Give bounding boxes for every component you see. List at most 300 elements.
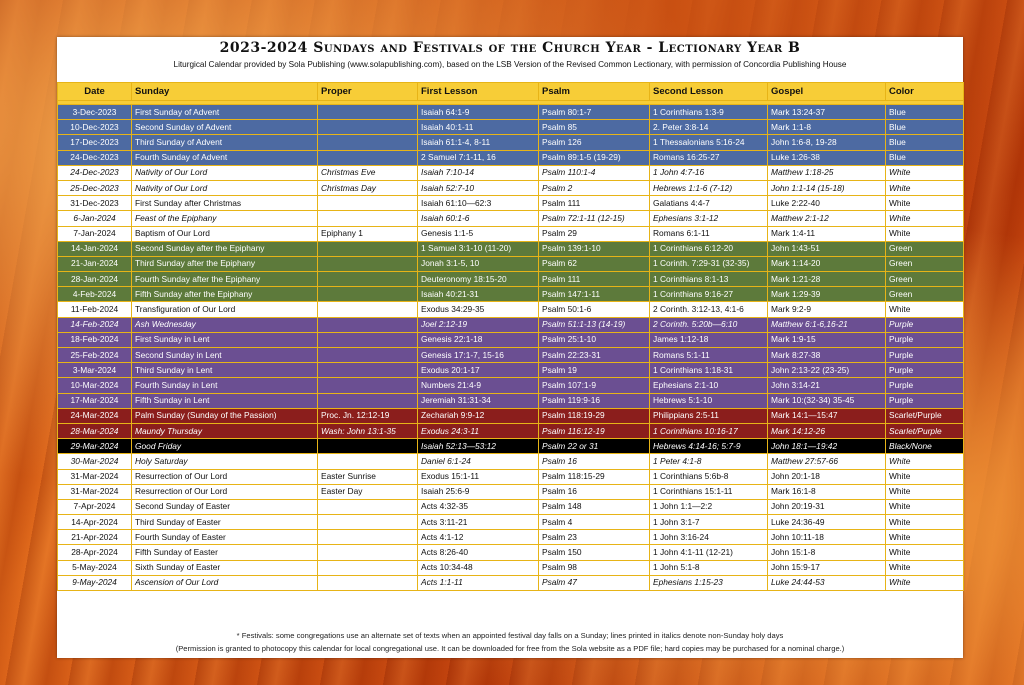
cell-sunday: Third Sunday of Easter: [132, 515, 318, 530]
cell-color: Green: [886, 272, 964, 287]
cell-date: 21-Jan-2024: [58, 256, 132, 271]
cell-proper: [318, 545, 418, 560]
cell-second-lesson: Ephesians 1:15-23: [650, 575, 768, 590]
cell-proper: Easter Day: [318, 484, 418, 499]
cell-sunday: Maundy Thursday: [132, 423, 318, 438]
cell-color: White: [886, 530, 964, 545]
cell-gospel: John 20:19-31: [768, 499, 886, 514]
cell-gospel: Mark 1:1-8: [768, 120, 886, 135]
cell-second-lesson: 1 John 3:1-7: [650, 515, 768, 530]
cell-date: 18-Feb-2024: [58, 332, 132, 347]
cell-psalm: Psalm 126: [539, 135, 650, 150]
cell-date: 14-Apr-2024: [58, 515, 132, 530]
cell-psalm: Psalm 147:1-11: [539, 287, 650, 302]
cell-gospel: Mark 1:29-39: [768, 287, 886, 302]
cell-psalm: Psalm 4: [539, 515, 650, 530]
cell-date: 3-Mar-2024: [58, 363, 132, 378]
cell-psalm: Psalm 89:1-5 (19-29): [539, 150, 650, 165]
table-row: [58, 515, 964, 530]
header-date: Date: [58, 83, 132, 101]
cell-date: 11-Feb-2024: [58, 302, 132, 317]
table-row: [58, 560, 964, 575]
table-row: [58, 302, 964, 317]
cell-color: White: [886, 196, 964, 211]
cell-psalm: Psalm 23: [539, 530, 650, 545]
cell-sunday: Third Sunday of Advent: [132, 135, 318, 150]
table-row: [58, 150, 964, 165]
cell-sunday: Fifth Sunday in Lent: [132, 393, 318, 408]
cell-psalm: Psalm 111: [539, 196, 650, 211]
cell-second-lesson: 1 Peter 4:1-8: [650, 454, 768, 469]
cell-proper: [318, 135, 418, 150]
cell-color: Purple: [886, 378, 964, 393]
cell-sunday: Ascension of Our Lord: [132, 575, 318, 590]
cell-date: 7-Apr-2024: [58, 499, 132, 514]
header-proper: Proper: [318, 83, 418, 101]
header-second-lesson: Second Lesson: [650, 83, 768, 101]
cell-gospel: John 15:1-8: [768, 545, 886, 560]
cell-gospel: Matthew 27:57-66: [768, 454, 886, 469]
cell-psalm: Psalm 16: [539, 484, 650, 499]
cell-date: 5-May-2024: [58, 560, 132, 575]
cell-second-lesson: 1 Corinthians 1:18-31: [650, 363, 768, 378]
cell-color: Purple: [886, 317, 964, 332]
cell-color: Purple: [886, 363, 964, 378]
cell-date: 25-Dec-2023: [58, 180, 132, 195]
cell-psalm: Psalm 118:15-29: [539, 469, 650, 484]
cell-psalm: Psalm 16: [539, 454, 650, 469]
cell-sunday: Palm Sunday (Sunday of the Passion): [132, 408, 318, 423]
cell-color: Green: [886, 256, 964, 271]
cell-color: White: [886, 454, 964, 469]
cell-gospel: John 15:9-17: [768, 560, 886, 575]
cell-first-lesson: Isaiah 7:10-14: [418, 165, 539, 180]
cell-first-lesson: Joel 2:12-19: [418, 317, 539, 332]
table-row: [58, 484, 964, 499]
cell-color: White: [886, 560, 964, 575]
cell-second-lesson: Galatians 4:4-7: [650, 196, 768, 211]
cell-date: 6-Jan-2024: [58, 211, 132, 226]
cell-first-lesson: Acts 4:32-35: [418, 499, 539, 514]
cell-color: Purple: [886, 393, 964, 408]
cell-second-lesson: 1 Corinthians 9:16-27: [650, 287, 768, 302]
cell-sunday: Second Sunday after the Epiphany: [132, 241, 318, 256]
cell-psalm: Psalm 25:1-10: [539, 332, 650, 347]
cell-proper: [318, 363, 418, 378]
cell-second-lesson: Hebrews 1:1-6 (7-12): [650, 180, 768, 195]
footnote-permission: (Permission is granted to photocopy this calendar for local congregational use. It can be downloaded for free from the Sola website as a PDF file; hard copies may be purchased for a nominal charge.): [175, 644, 845, 653]
cell-date: 25-Feb-2024: [58, 348, 132, 363]
cell-gospel: Mark 8:27-38: [768, 348, 886, 363]
cell-first-lesson: Isaiah 25:6-9: [418, 484, 539, 499]
cell-second-lesson: 1 Corinthians 15:1-11: [650, 484, 768, 499]
table-row: [58, 317, 964, 332]
cell-color: Black/None: [886, 439, 964, 454]
cell-first-lesson: Deuteronomy 18:15-20: [418, 272, 539, 287]
cell-gospel: Mark 13:24-37: [768, 105, 886, 120]
cell-sunday: Second Sunday of Easter: [132, 499, 318, 514]
cell-sunday: Nativity of Our Lord: [132, 180, 318, 195]
cell-psalm: Psalm 72:1-11 (12-15): [539, 211, 650, 226]
cell-proper: Christmas Eve: [318, 165, 418, 180]
table-row: [58, 120, 964, 135]
cell-sunday: Second Sunday of Advent: [132, 120, 318, 135]
cell-color: Blue: [886, 135, 964, 150]
cell-first-lesson: Isaiah 52:7-10: [418, 180, 539, 195]
cell-gospel: Luke 24:44-53: [768, 575, 886, 590]
header-psalm: Psalm: [539, 83, 650, 101]
cell-color: Scarlet/Purple: [886, 423, 964, 438]
cell-second-lesson: 1 Corinth. 7:29-31 (32-35): [650, 256, 768, 271]
cell-gospel: John 1:1-14 (15-18): [768, 180, 886, 195]
cell-color: Blue: [886, 150, 964, 165]
cell-proper: [318, 211, 418, 226]
table-row: [58, 393, 964, 408]
cell-first-lesson: Zechariah 9:9-12: [418, 408, 539, 423]
cell-sunday: Third Sunday after the Epiphany: [132, 256, 318, 271]
cell-psalm: Psalm 50:1-6: [539, 302, 650, 317]
cell-proper: [318, 241, 418, 256]
cell-first-lesson: Isaiah 61:1-4, 8-11: [418, 135, 539, 150]
cell-psalm: Psalm 139:1-10: [539, 241, 650, 256]
header-color: Color: [886, 83, 964, 101]
table-row: [58, 408, 964, 423]
cell-gospel: John 1:6-8, 19-28: [768, 135, 886, 150]
cell-sunday: First Sunday in Lent: [132, 332, 318, 347]
cell-proper: [318, 287, 418, 302]
footnote-festivals: * Festivals: some congregations use an alternate set of texts when an appointed festival day falls on a Sunday; lines printed in italics denote non-Sunday holy days: [236, 631, 784, 640]
cell-gospel: Luke 2:22-40: [768, 196, 886, 211]
cell-psalm: Psalm 110:1-4: [539, 165, 650, 180]
cell-second-lesson: Ephesians 3:1-12: [650, 211, 768, 226]
cell-second-lesson: 1 John 5:1-8: [650, 560, 768, 575]
cell-gospel: Mark 14:1—15:47: [768, 408, 886, 423]
cell-date: 17-Dec-2023: [58, 135, 132, 150]
cell-color: Purple: [886, 348, 964, 363]
cell-proper: [318, 120, 418, 135]
cell-sunday: Third Sunday in Lent: [132, 363, 318, 378]
cell-psalm: Psalm 111: [539, 272, 650, 287]
cell-proper: [318, 393, 418, 408]
table-row: [58, 135, 964, 150]
cell-date: 28-Jan-2024: [58, 272, 132, 287]
table-row: [58, 105, 964, 120]
cell-gospel: Luke 24:36-49: [768, 515, 886, 530]
cell-psalm: Psalm 22:23-31: [539, 348, 650, 363]
cell-color: White: [886, 211, 964, 226]
cell-first-lesson: Daniel 6:1-24: [418, 454, 539, 469]
cell-first-lesson: Numbers 21:4-9: [418, 378, 539, 393]
cell-sunday: Resurrection of Our Lord: [132, 469, 318, 484]
cell-gospel: Luke 1:26-38: [768, 150, 886, 165]
cell-sunday: Resurrection of Our Lord: [132, 484, 318, 499]
cell-color: Scarlet/Purple: [886, 408, 964, 423]
cell-date: 31-Mar-2024: [58, 484, 132, 499]
cell-psalm: Psalm 2: [539, 180, 650, 195]
cell-second-lesson: Romans 5:1-11: [650, 348, 768, 363]
cell-first-lesson: Acts 8:26-40: [418, 545, 539, 560]
cell-date: 14-Jan-2024: [58, 241, 132, 256]
cell-proper: [318, 454, 418, 469]
cell-date: 21-Apr-2024: [58, 530, 132, 545]
cell-second-lesson: 2 Corinth. 5:20b—6:10: [650, 317, 768, 332]
table-row: [58, 332, 964, 347]
cell-psalm: Psalm 85: [539, 120, 650, 135]
cell-proper: Christmas Day: [318, 180, 418, 195]
cell-gospel: Mark 1:9-15: [768, 332, 886, 347]
cell-gospel: Mark 16:1-8: [768, 484, 886, 499]
cell-color: White: [886, 165, 964, 180]
cell-proper: [318, 515, 418, 530]
cell-proper: [318, 499, 418, 514]
table-body: [58, 101, 964, 591]
cell-psalm: Psalm 150: [539, 545, 650, 560]
header-sunday: Sunday: [132, 83, 318, 101]
cell-date: 17-Mar-2024: [58, 393, 132, 408]
cell-color: White: [886, 545, 964, 560]
lectionary-table: [57, 82, 964, 591]
table-row: [58, 545, 964, 560]
cell-second-lesson: 1 Thessalonians 5:16-24: [650, 135, 768, 150]
cell-color: Purple: [886, 332, 964, 347]
cell-first-lesson: Exodus 20:1-17: [418, 363, 539, 378]
cell-proper: [318, 196, 418, 211]
cell-gospel: Matthew 1:18-25: [768, 165, 886, 180]
cell-date: 9-May-2024: [58, 575, 132, 590]
page-subtitle: Liturgical Calendar provided by Sola Publishing (www.solapublishing.com), based on the LSB Version of the Revised Common Lectionary, with permission of Concordia Publishing House: [173, 60, 847, 69]
cell-sunday: Good Friday: [132, 439, 318, 454]
table-row: [58, 499, 964, 514]
cell-second-lesson: 1 John 4:1-11 (12-21): [650, 545, 768, 560]
cell-gospel: Mark 14:12-26: [768, 423, 886, 438]
cell-first-lesson: Exodus 34:29-35: [418, 302, 539, 317]
cell-second-lesson: 1 Corinthians 6:12-20: [650, 241, 768, 256]
cell-proper: [318, 560, 418, 575]
cell-date: 4-Feb-2024: [58, 287, 132, 302]
table-row: [58, 469, 964, 484]
cell-sunday: Fourth Sunday of Easter: [132, 530, 318, 545]
cell-proper: Proc. Jn. 12:12-19: [318, 408, 418, 423]
table-row: [58, 180, 964, 195]
table-row: [58, 454, 964, 469]
cell-psalm: Psalm 80:1-7: [539, 105, 650, 120]
cell-proper: [318, 530, 418, 545]
cell-date: 14-Feb-2024: [58, 317, 132, 332]
table-row: [58, 196, 964, 211]
cell-psalm: Psalm 116:12-19: [539, 423, 650, 438]
cell-date: 10-Mar-2024: [58, 378, 132, 393]
cell-sunday: Fifth Sunday after the Epiphany: [132, 287, 318, 302]
cell-first-lesson: Isaiah 60:1-6: [418, 211, 539, 226]
cell-second-lesson: Romans 6:1-11: [650, 226, 768, 241]
cell-color: Green: [886, 241, 964, 256]
cell-proper: [318, 150, 418, 165]
cell-proper: Wash: John 13:1-35: [318, 423, 418, 438]
cell-date: 31-Dec-2023: [58, 196, 132, 211]
cell-proper: Easter Sunrise: [318, 469, 418, 484]
cell-first-lesson: Acts 1:1-11: [418, 575, 539, 590]
cell-second-lesson: Hebrews 5:1-10: [650, 393, 768, 408]
cell-psalm: Psalm 98: [539, 560, 650, 575]
cell-gospel: Mark 9:2-9: [768, 302, 886, 317]
cell-psalm: Psalm 148: [539, 499, 650, 514]
cell-sunday: Transfiguration of Our Lord: [132, 302, 318, 317]
cell-date: 24-Dec-2023: [58, 165, 132, 180]
cell-second-lesson: 1 John 1:1—2:2: [650, 499, 768, 514]
table-header-row: [58, 83, 964, 101]
cell-psalm: Psalm 51:1-13 (14-19): [539, 317, 650, 332]
cell-sunday: Holy Saturday: [132, 454, 318, 469]
cell-gospel: Mark 1:14-20: [768, 256, 886, 271]
cell-color: Green: [886, 287, 964, 302]
cell-first-lesson: Acts 3:11-21: [418, 515, 539, 530]
cell-color: White: [886, 575, 964, 590]
cell-proper: [318, 575, 418, 590]
cell-psalm: Psalm 29: [539, 226, 650, 241]
cell-psalm: Psalm 22 or 31: [539, 439, 650, 454]
cell-second-lesson: 1 Corinthians 1:3-9: [650, 105, 768, 120]
cell-color: White: [886, 499, 964, 514]
cell-color: White: [886, 226, 964, 241]
cell-proper: [318, 272, 418, 287]
cell-first-lesson: Isaiah 40:21-31: [418, 287, 539, 302]
table-row: [58, 165, 964, 180]
cell-sunday: Baptism of Our Lord: [132, 226, 318, 241]
cell-date: 24-Mar-2024: [58, 408, 132, 423]
cell-gospel: Matthew 2:1-12: [768, 211, 886, 226]
table-row: [58, 348, 964, 363]
cell-date: 30-Mar-2024: [58, 454, 132, 469]
cell-first-lesson: 2 Samuel 7:1-11, 16: [418, 150, 539, 165]
page-title: 2023-2024 Sundays and Festivals of the Church Year - Lectionary Year B: [219, 40, 801, 56]
cell-first-lesson: Isaiah 40:1-11: [418, 120, 539, 135]
cell-psalm: Psalm 19: [539, 363, 650, 378]
cell-second-lesson: Ephesians 2:1-10: [650, 378, 768, 393]
cell-first-lesson: Genesis 17:1-7, 15-16: [418, 348, 539, 363]
cell-first-lesson: Jeremiah 31:31-34: [418, 393, 539, 408]
cell-first-lesson: Exodus 15:1-11: [418, 469, 539, 484]
cell-first-lesson: 1 Samuel 3:1-10 (11-20): [418, 241, 539, 256]
cell-second-lesson: 1 Corinthians 10:16-17: [650, 423, 768, 438]
cell-gospel: John 18:1—19:42: [768, 439, 886, 454]
cell-gospel: John 3:14-21: [768, 378, 886, 393]
cell-second-lesson: 1 Corinthians 8:1-13: [650, 272, 768, 287]
cell-color: White: [886, 180, 964, 195]
cell-sunday: Second Sunday in Lent: [132, 348, 318, 363]
cell-second-lesson: Hebrews 4:14-16; 5:7-9: [650, 439, 768, 454]
table-row: [58, 272, 964, 287]
table-row: [58, 256, 964, 271]
cell-color: White: [886, 515, 964, 530]
cell-date: 7-Jan-2024: [58, 226, 132, 241]
cell-date: 31-Mar-2024: [58, 469, 132, 484]
cell-proper: [318, 256, 418, 271]
cell-date: 28-Apr-2024: [58, 545, 132, 560]
cell-first-lesson: Isaiah 61:10—62:3: [418, 196, 539, 211]
cell-proper: [318, 302, 418, 317]
cell-second-lesson: James 1:12-18: [650, 332, 768, 347]
cell-first-lesson: Acts 10:34-48: [418, 560, 539, 575]
cell-second-lesson: 2 Corinth. 3:12-13, 4:1-6: [650, 302, 768, 317]
cell-date: 3-Dec-2023: [58, 105, 132, 120]
cell-second-lesson: 1 John 3:16-24: [650, 530, 768, 545]
cell-second-lesson: Philippians 2:5-11: [650, 408, 768, 423]
cell-second-lesson: 1 Corinthians 5:6b-8: [650, 469, 768, 484]
cell-first-lesson: Isaiah 52:13—53:12: [418, 439, 539, 454]
table-row: [58, 439, 964, 454]
table-row: [58, 530, 964, 545]
cell-date: 28-Mar-2024: [58, 423, 132, 438]
cell-proper: [318, 378, 418, 393]
table-row: [58, 287, 964, 302]
cell-proper: [318, 105, 418, 120]
cell-sunday: First Sunday after Christmas: [132, 196, 318, 211]
cell-second-lesson: Romans 16:25-27: [650, 150, 768, 165]
cell-gospel: Matthew 6:1-6,16-21: [768, 317, 886, 332]
table-row: [58, 226, 964, 241]
cell-gospel: John 1:43-51: [768, 241, 886, 256]
table-row: [58, 378, 964, 393]
cell-date: 10-Dec-2023: [58, 120, 132, 135]
cell-first-lesson: Genesis 1:1-5: [418, 226, 539, 241]
cell-sunday: Fourth Sunday in Lent: [132, 378, 318, 393]
cell-second-lesson: 2. Peter 3:8-14: [650, 120, 768, 135]
cell-sunday: Fourth Sunday after the Epiphany: [132, 272, 318, 287]
cell-proper: Epiphany 1: [318, 226, 418, 241]
cell-proper: [318, 439, 418, 454]
cell-first-lesson: Exodus 24:3-11: [418, 423, 539, 438]
cell-gospel: Mark 1:4-11: [768, 226, 886, 241]
header-first-lesson: First Lesson: [418, 83, 539, 101]
cell-sunday: First Sunday of Advent: [132, 105, 318, 120]
cell-psalm: Psalm 107:1-9: [539, 378, 650, 393]
table-row: [58, 211, 964, 226]
cell-psalm: Psalm 47: [539, 575, 650, 590]
cell-date: 29-Mar-2024: [58, 439, 132, 454]
cell-color: White: [886, 469, 964, 484]
cell-color: Blue: [886, 120, 964, 135]
cell-gospel: Mark 1:21-28: [768, 272, 886, 287]
cell-first-lesson: Jonah 3:1-5, 10: [418, 256, 539, 271]
cell-gospel: John 10:11-18: [768, 530, 886, 545]
cell-gospel: John 20:1-18: [768, 469, 886, 484]
cell-first-lesson: Isaiah 64:1-9: [418, 105, 539, 120]
cell-sunday: Fourth Sunday of Advent: [132, 150, 318, 165]
cell-proper: [318, 348, 418, 363]
cell-psalm: Psalm 119:9-16: [539, 393, 650, 408]
cell-sunday: Nativity of Our Lord: [132, 165, 318, 180]
cell-second-lesson: 1 John 4:7-16: [650, 165, 768, 180]
cell-first-lesson: Acts 4:1-12: [418, 530, 539, 545]
cell-proper: [318, 332, 418, 347]
cell-gospel: Mark 10:(32-34) 35-45: [768, 393, 886, 408]
cell-sunday: Feast of the Epiphany: [132, 211, 318, 226]
cell-color: White: [886, 484, 964, 499]
cell-first-lesson: Genesis 22:1-18: [418, 332, 539, 347]
cell-psalm: Psalm 118:19-29: [539, 408, 650, 423]
table-row: [58, 241, 964, 256]
cell-color: Blue: [886, 105, 964, 120]
cell-sunday: Ash Wednesday: [132, 317, 318, 332]
cell-sunday: Fifth Sunday of Easter: [132, 545, 318, 560]
cell-proper: [318, 317, 418, 332]
cell-psalm: Psalm 62: [539, 256, 650, 271]
cell-gospel: John 2:13-22 (23-25): [768, 363, 886, 378]
cell-sunday: Sixth Sunday of Easter: [132, 560, 318, 575]
calendar-sheet: [57, 37, 963, 658]
table-row: [58, 363, 964, 378]
cell-date: 24-Dec-2023: [58, 150, 132, 165]
